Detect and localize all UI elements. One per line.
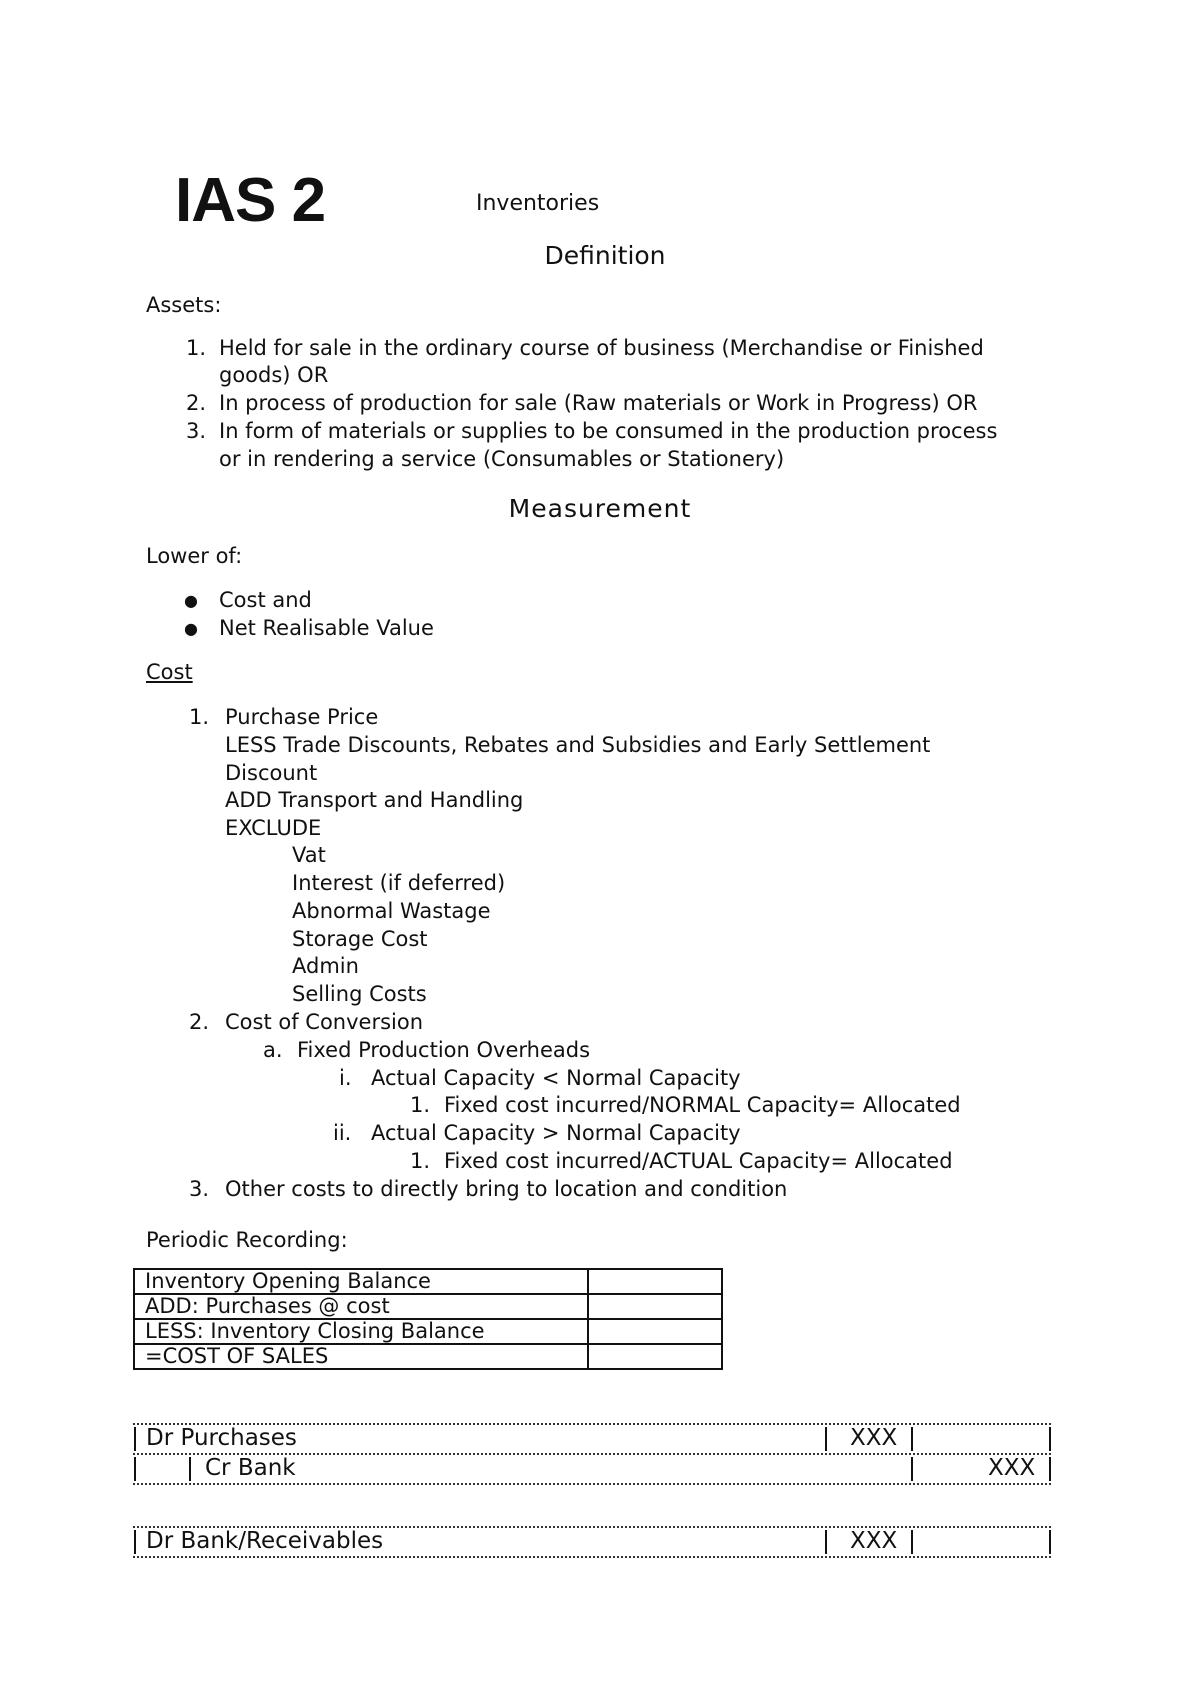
cost-of-sales-table [133,1268,723,1370]
bullet-icon: ● [184,619,198,638]
table-cell-value [588,1294,722,1319]
exclusion-item: Admin [292,954,359,978]
journal-row-debit [133,1423,1051,1455]
journal-account: Dr Bank/Receivables [146,1528,384,1554]
table-cell-label: Inventory Opening Balance [134,1269,588,1294]
list-item: Net Realisable Value [219,616,434,640]
divider [1049,1427,1051,1451]
table-row [134,1319,722,1344]
exclude-label: EXCLUDE [225,816,322,840]
capacity-case: Actual Capacity < Normal Capacity [371,1066,741,1090]
table-row [134,1294,722,1319]
capacity-rule: Fixed cost incurred/NORMAL Capacity= Allocated [444,1093,961,1117]
table-cell-value [588,1269,722,1294]
divider [1049,1530,1051,1554]
list-item: Held for sale in the ordinary course of business (Merchandise or Finished [219,336,984,360]
divider [134,1457,136,1481]
bullet-icon: ● [184,591,198,610]
capacity-rule: Fixed cost incurred/ACTUAL Capacity= Allocated [444,1149,953,1173]
list-item: Cost and [219,588,312,612]
list-number: 2. [186,391,207,415]
table-cell-value [588,1319,722,1344]
exclusion-item: Interest (if deferred) [292,871,506,895]
less-line-continuation: Discount [225,761,318,785]
journal-account: Dr Purchases [146,1425,297,1451]
divider [911,1427,913,1451]
list-item: In form of materials or supplies to be consumed in the production process [219,419,998,443]
divider [911,1457,913,1481]
exclusion-item: Selling Costs [292,982,427,1006]
list-number: 2. [189,1010,210,1034]
fixed-production-overheads: Fixed Production Overheads [297,1038,591,1062]
list-roman: i. [339,1066,352,1090]
list-number: 1. [410,1149,431,1173]
list-item-continuation: goods) OR [219,363,329,387]
divider [1049,1457,1051,1481]
capacity-case: Actual Capacity > Normal Capacity [371,1121,741,1145]
standard-title: IAS 2 [175,166,326,235]
exclusion-item: Vat [292,843,326,867]
journal-amount: XXX [850,1528,898,1554]
list-number: 1. [189,705,210,729]
purchase-price: Purchase Price [225,705,379,729]
table-cell-label: LESS: Inventory Closing Balance [134,1319,588,1344]
table-row [134,1269,722,1294]
divider [189,1457,191,1481]
assets-label: Assets: [146,293,222,317]
list-letter: a. [263,1038,283,1062]
exclusion-item: Storage Cost [292,927,428,951]
topic-title: Inventories [476,191,600,216]
definition-heading: Definition [544,241,666,270]
journal-amount: XXX [850,1425,898,1451]
list-number: 3. [186,419,207,443]
table-row [134,1344,722,1369]
divider [134,1530,136,1554]
divider [825,1427,827,1451]
periodic-recording-label: Periodic Recording: [146,1228,348,1252]
other-costs: Other costs to directly bring to location and condition [225,1177,788,1201]
list-roman: ii. [333,1121,352,1145]
journal-row-debit [133,1526,1051,1558]
table-cell-value [588,1344,722,1369]
table-cell-label: ADD: Purchases @ cost [134,1294,588,1319]
cost-of-conversion: Cost of Conversion [225,1010,424,1034]
divider [134,1427,136,1451]
list-item-continuation: or in rendering a service (Consumables or Stationery) [219,447,785,471]
list-item: In process of production for sale (Raw materials or Work in Progress) OR [219,391,978,415]
list-number: 1. [186,336,207,360]
journal-row-credit [133,1453,1051,1485]
journal-account: Cr Bank [205,1455,296,1481]
exclusion-item: Abnormal Wastage [292,899,491,923]
cost-heading: Cost [146,660,193,684]
divider [911,1530,913,1554]
add-line: ADD Transport and Handling [225,788,524,812]
divider [825,1530,827,1554]
lower-of-label: Lower of: [146,544,243,568]
journal-amount: XXX [988,1455,1036,1481]
table-cell-label: =COST OF SALES [134,1344,588,1369]
less-line: LESS Trade Discounts, Rebates and Subsidies and Early Settlement [225,733,931,757]
measurement-heading: Measurement [508,494,692,523]
list-number: 3. [189,1177,210,1201]
list-number: 1. [410,1093,431,1117]
